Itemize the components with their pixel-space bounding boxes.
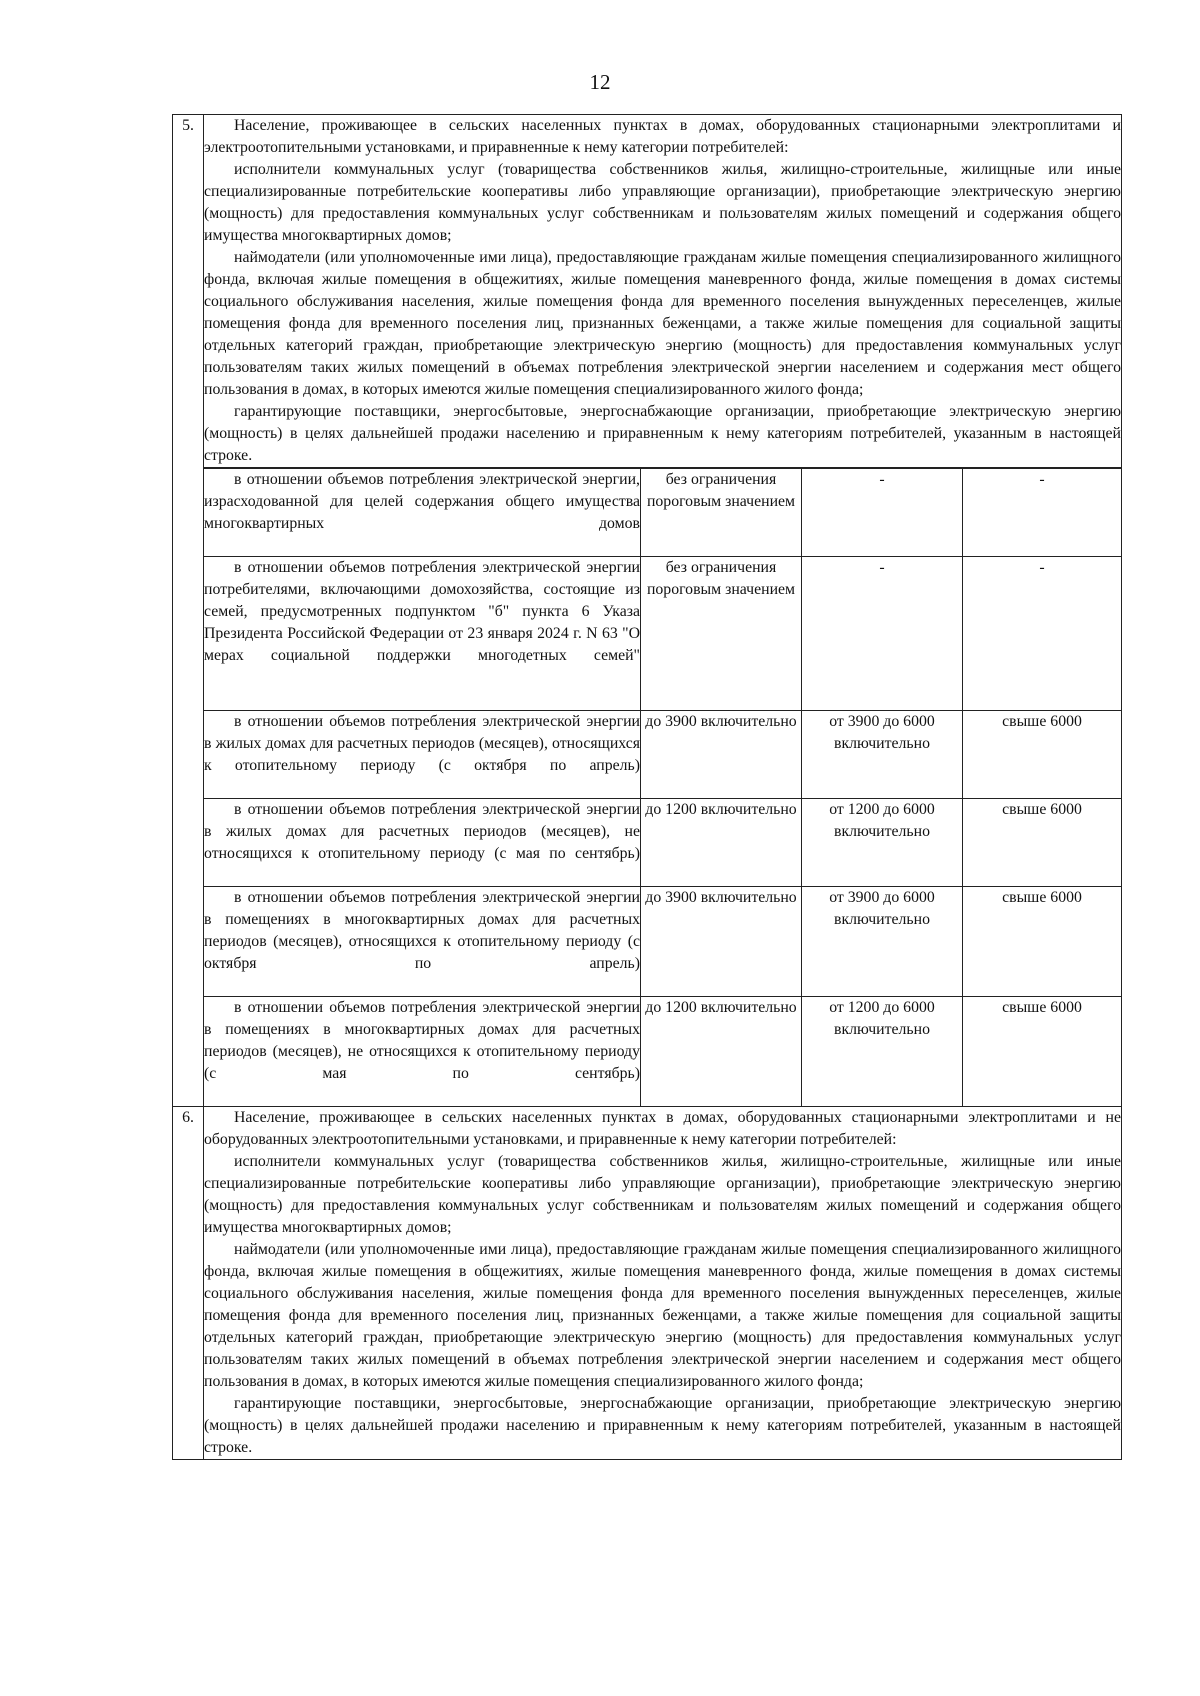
table-row bbox=[204, 886, 1121, 996]
condition-text: в отношении объемов потребления электрической энергии, израсходованной для целей содержания общего имущества многоквартирных домов bbox=[204, 471, 640, 532]
consumption-condition bbox=[204, 556, 641, 710]
volume-range-table bbox=[204, 467, 1121, 1106]
range-low-value: до 1200 включительно bbox=[641, 996, 802, 1106]
range-high-value: - bbox=[963, 468, 1122, 556]
row-number: 6. bbox=[173, 1107, 204, 1460]
range-low-value: до 3900 включительно bbox=[641, 710, 802, 798]
table-row bbox=[204, 468, 1121, 556]
consumption-condition bbox=[204, 798, 641, 886]
condition-text: в отношении объемов потребления электрической энергии потребителями, включающими домохозяйства, состоящие из семей, предусмотренных подпунктом "б" пункта 6 Указа Президента Российской Федерации от 23 января 2024 г. N 63 "О мерах социальной поддержки многодетных семей" bbox=[204, 558, 640, 664]
condition-text: в отношении объемов потребления электрической энергии в жилых домах для расчетных периодов (месяцев), относящихся к отопительному периоду (с октября по апрель) bbox=[204, 712, 640, 774]
range-high-value: свыше 6000 bbox=[963, 710, 1122, 798]
table-row bbox=[204, 556, 1121, 710]
consumption-condition bbox=[204, 468, 641, 556]
range-low-value: до 1200 включительно bbox=[641, 798, 802, 886]
condition-text: в отношении объемов потребления электрической энергии в помещениях в многоквартирных домах для расчетных периодов (месяцев), относящихся к отопительному периоду (с октября по апрель) bbox=[204, 888, 640, 972]
consumer-paragraph: исполнители коммунальных услуг (товарищества собственников жилья, жилищно-строительные, жилищные или иные специализированные потребительские кооперативы либо управляющие организации), приобретающие электрическую энергию (мощность) для предоставления коммунальных услуг собственникам и пользователям жилых помещений и содержания общего имущества многоквартирных домов; bbox=[204, 161, 1121, 244]
range-mid-value: от 3900 до 6000 включительно bbox=[802, 710, 963, 798]
consumer-paragraph: исполнители коммунальных услуг (товарищества собственников жилья, жилищно-строительные, жилищные или иные специализированные потребительские кооперативы либо управляющие организации), приобретающие электрическую энергию (мощность) для предоставления коммунальных услуг собственникам и пользователям жилых помещений и содержания общего имущества многоквартирных домов; bbox=[204, 1153, 1121, 1236]
consumer-paragraph: гарантирующие поставщики, энергосбытовые, энергоснабжающие организации, приобретающие электрическую энергию (мощность) в целях дальнейшей продажи населению и приравненным к нему категориям потребителей, указанным в настоящей строке. bbox=[204, 1395, 1121, 1456]
row-number: 5. bbox=[173, 115, 204, 1107]
range-mid-value: от 3900 до 6000 включительно bbox=[802, 886, 963, 996]
range-low-value: без ограничения пороговым значением bbox=[641, 468, 802, 556]
range-mid-value: от 1200 до 6000 включительно bbox=[802, 798, 963, 886]
consumer-paragraph: гарантирующие поставщики, энергосбытовые, энергоснабжающие организации, приобретающие электрическую энергию (мощность) в целях дальнейшей продажи населению и приравненным к нему категориям потребителей, указанным в настоящей строке. bbox=[204, 403, 1121, 464]
row-description bbox=[204, 115, 1122, 1107]
range-high-value: свыше 6000 bbox=[963, 996, 1122, 1106]
table-row bbox=[204, 710, 1121, 798]
consumption-condition bbox=[204, 996, 641, 1106]
table-row-5 bbox=[173, 115, 1122, 1107]
range-mid-value: - bbox=[802, 556, 963, 710]
condition-text: в отношении объемов потребления электрической энергии в жилых домах для расчетных периодов (месяцев), не относящихся к отопительному периоду (с мая по сентябрь) bbox=[204, 800, 640, 862]
table-row bbox=[204, 798, 1121, 886]
page-number: 12 bbox=[589, 70, 611, 94]
range-high-value: свыше 6000 bbox=[963, 886, 1122, 996]
tariff-table bbox=[172, 114, 1122, 1460]
range-low-value: без ограничения пороговым значением bbox=[641, 556, 802, 710]
consumption-condition bbox=[204, 886, 641, 996]
condition-text: в отношении объемов потребления электрической энергии в помещениях в многоквартирных домах для расчетных периодов (месяцев), не относящихся к отопительному периоду (с мая по сентябрь) bbox=[204, 998, 640, 1082]
range-low-value: до 3900 включительно bbox=[641, 886, 802, 996]
consumer-paragraph: наймодатели (или уполномоченные ими лица), предоставляющие гражданам жилые помещения специализированного жилищного фонда, включая жилые помещения в общежитиях, жилые помещения маневренного фонда, жилые помещения в домах системы социального обслуживания населения, жилые помещения фонда для временного поселения вынужденных переселенцев, жилые помещения фонда для временного поселения лиц, признанных беженцами, а также жилые помещения для социальной защиты отдельных категорий граждан, приобретающие электрическую энергию (мощность) для предоставления коммунальных услуг пользователям таких жилых помещений в объемах потребления электрической энергии населением и содержания мест общего пользования в домах, в которых имеются жилые помещения специализированного жилого фонда; bbox=[204, 1241, 1121, 1390]
range-mid-value: от 1200 до 6000 включительно bbox=[802, 996, 963, 1106]
row-description bbox=[204, 1107, 1122, 1460]
consumption-condition bbox=[204, 710, 641, 798]
table-row-6 bbox=[173, 1107, 1122, 1460]
consumer-paragraph: наймодатели (или уполномоченные ими лица), предоставляющие гражданам жилые помещения специализированного жилищного фонда, включая жилые помещения в общежитиях, жилые помещения маневренного фонда, жилые помещения в домах системы социального обслуживания населения, жилые помещения фонда для временного поселения вынужденных переселенцев, жилые помещения фонда для временного поселения лиц, признанных беженцами, а также жилые помещения для социальной защиты отдельных категорий граждан, приобретающие электрическую энергию (мощность) для предоставления коммунальных услуг пользователям таких жилых помещений в объемах потребления электрической энергии населением и содержания мест общего пользования в домах, в которых имеются жилые помещения специализированного жилого фонда; bbox=[204, 249, 1121, 398]
consumer-group-intro: Население, проживающее в сельских населенных пунктах в домах, оборудованных стационарными электроплитами и электроотопительными установками, и приравненные к нему категории потребителей: bbox=[204, 117, 1121, 156]
consumer-group-intro: Население, проживающее в сельских населенных пунктах в домах, оборудованных стационарными электроплитами и не оборудованных электроотопительными установками, и приравненные к нему категории потребителей: bbox=[204, 1109, 1121, 1148]
range-high-value: - bbox=[963, 556, 1122, 710]
range-high-value: свыше 6000 bbox=[963, 798, 1122, 886]
range-mid-value: - bbox=[802, 468, 963, 556]
table-row bbox=[204, 996, 1121, 1106]
